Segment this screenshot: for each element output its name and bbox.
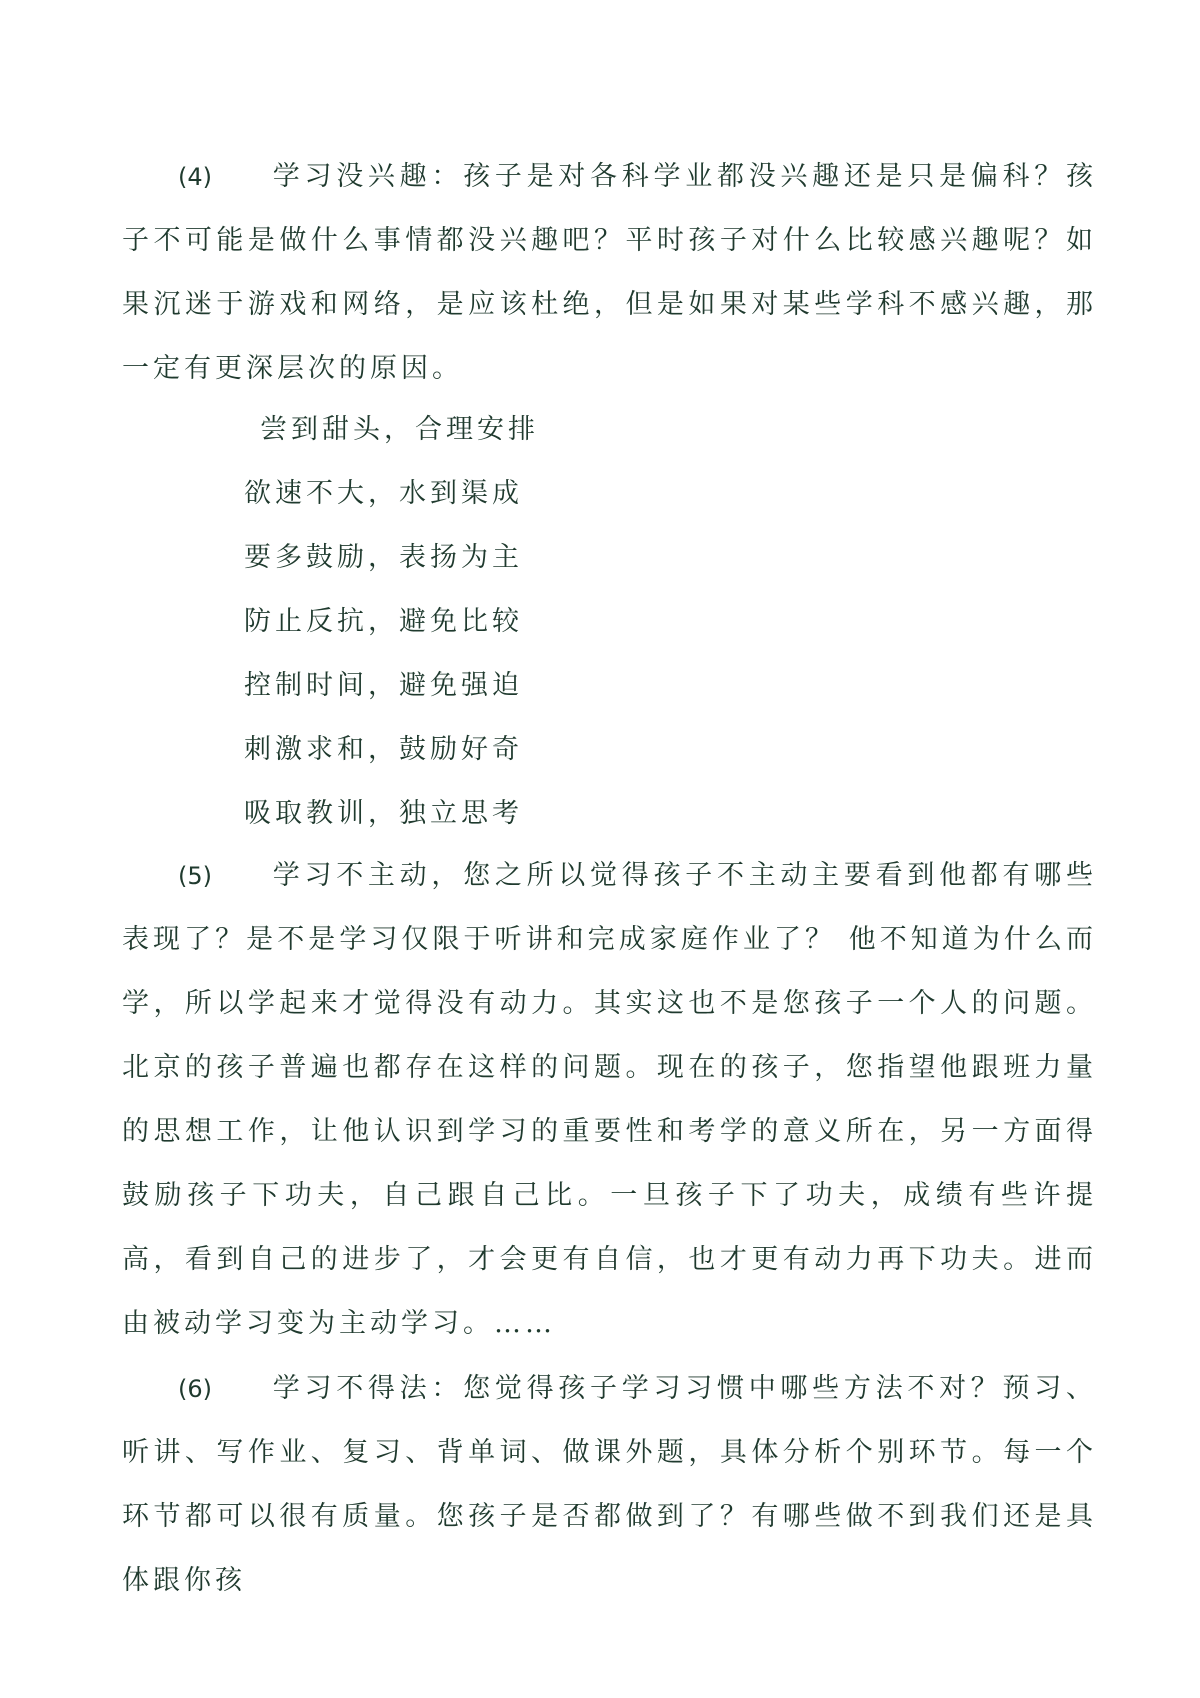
section-6-text: 学习不得法：您觉得孩子学习习惯中哪些方法不对？预习、听讲、写作业、复习、背单词、做课外题，具体分析个别环节。每一个环节都可以很有质量。您孩子是否都做到了？有哪些做不到我们还是具体跟你孩 <box>122 1373 1097 1596</box>
paragraph-section-5 <box>122 844 1097 1356</box>
tip-item: 刺激求和，鼓励好奇 <box>244 734 523 765</box>
tips-list <box>244 398 539 846</box>
section-number-4: (4) <box>178 163 212 191</box>
tip-item: 要多鼓励，表扬为主 <box>244 542 523 573</box>
section-4-text: 学习没兴趣：孩子是对各科学业都没兴趣还是只是偏科？孩子不可能是做什么事情都没兴趣吧？平时孩子对什么比较感兴趣呢？如果沉迷于游戏和网络，是应该杜绝，但是如果对某些学科不感兴趣，那一定有更深层次的原因。 <box>122 161 1097 384</box>
tip-item: 吸取教训，独立思考 <box>244 798 523 829</box>
section-number-5: (5) <box>178 862 212 890</box>
tip-item: 欲速不大，水到渠成 <box>244 478 523 509</box>
section-5-text: 学习不主动，您之所以觉得孩子不主动主要看到他都有哪些表现了？是不是学习仅限于听讲和完成家庭作业了？ 他不知道为什么而学，所以学起来才觉得没有动力。其实这也不是您孩子一个人的问题。北京的孩子普遍也都存在这样的问题。现在的孩子，您指望他跟班力量的思想工作，让他认识到学习的重要性和考学的意义所在，另一方面得鼓励孩子下功夫，自己跟自己比。一旦孩子下了功夫，成绩有些许提高，看到自己的进步了，才会更有自信，也才更有动力再下功夫。进而由被动学习变为主动学习。…… <box>122 860 1097 1339</box>
tip-item: 控制时间，避免强迫 <box>244 670 523 701</box>
tip-item: 防止反抗，避免比较 <box>244 606 523 637</box>
tip-item: 尝到甜头，合理安排 <box>260 414 539 445</box>
paragraph-section-6 <box>122 1357 1097 1613</box>
section-number-6: (6) <box>178 1375 212 1403</box>
paragraph-section-4 <box>122 145 1097 401</box>
